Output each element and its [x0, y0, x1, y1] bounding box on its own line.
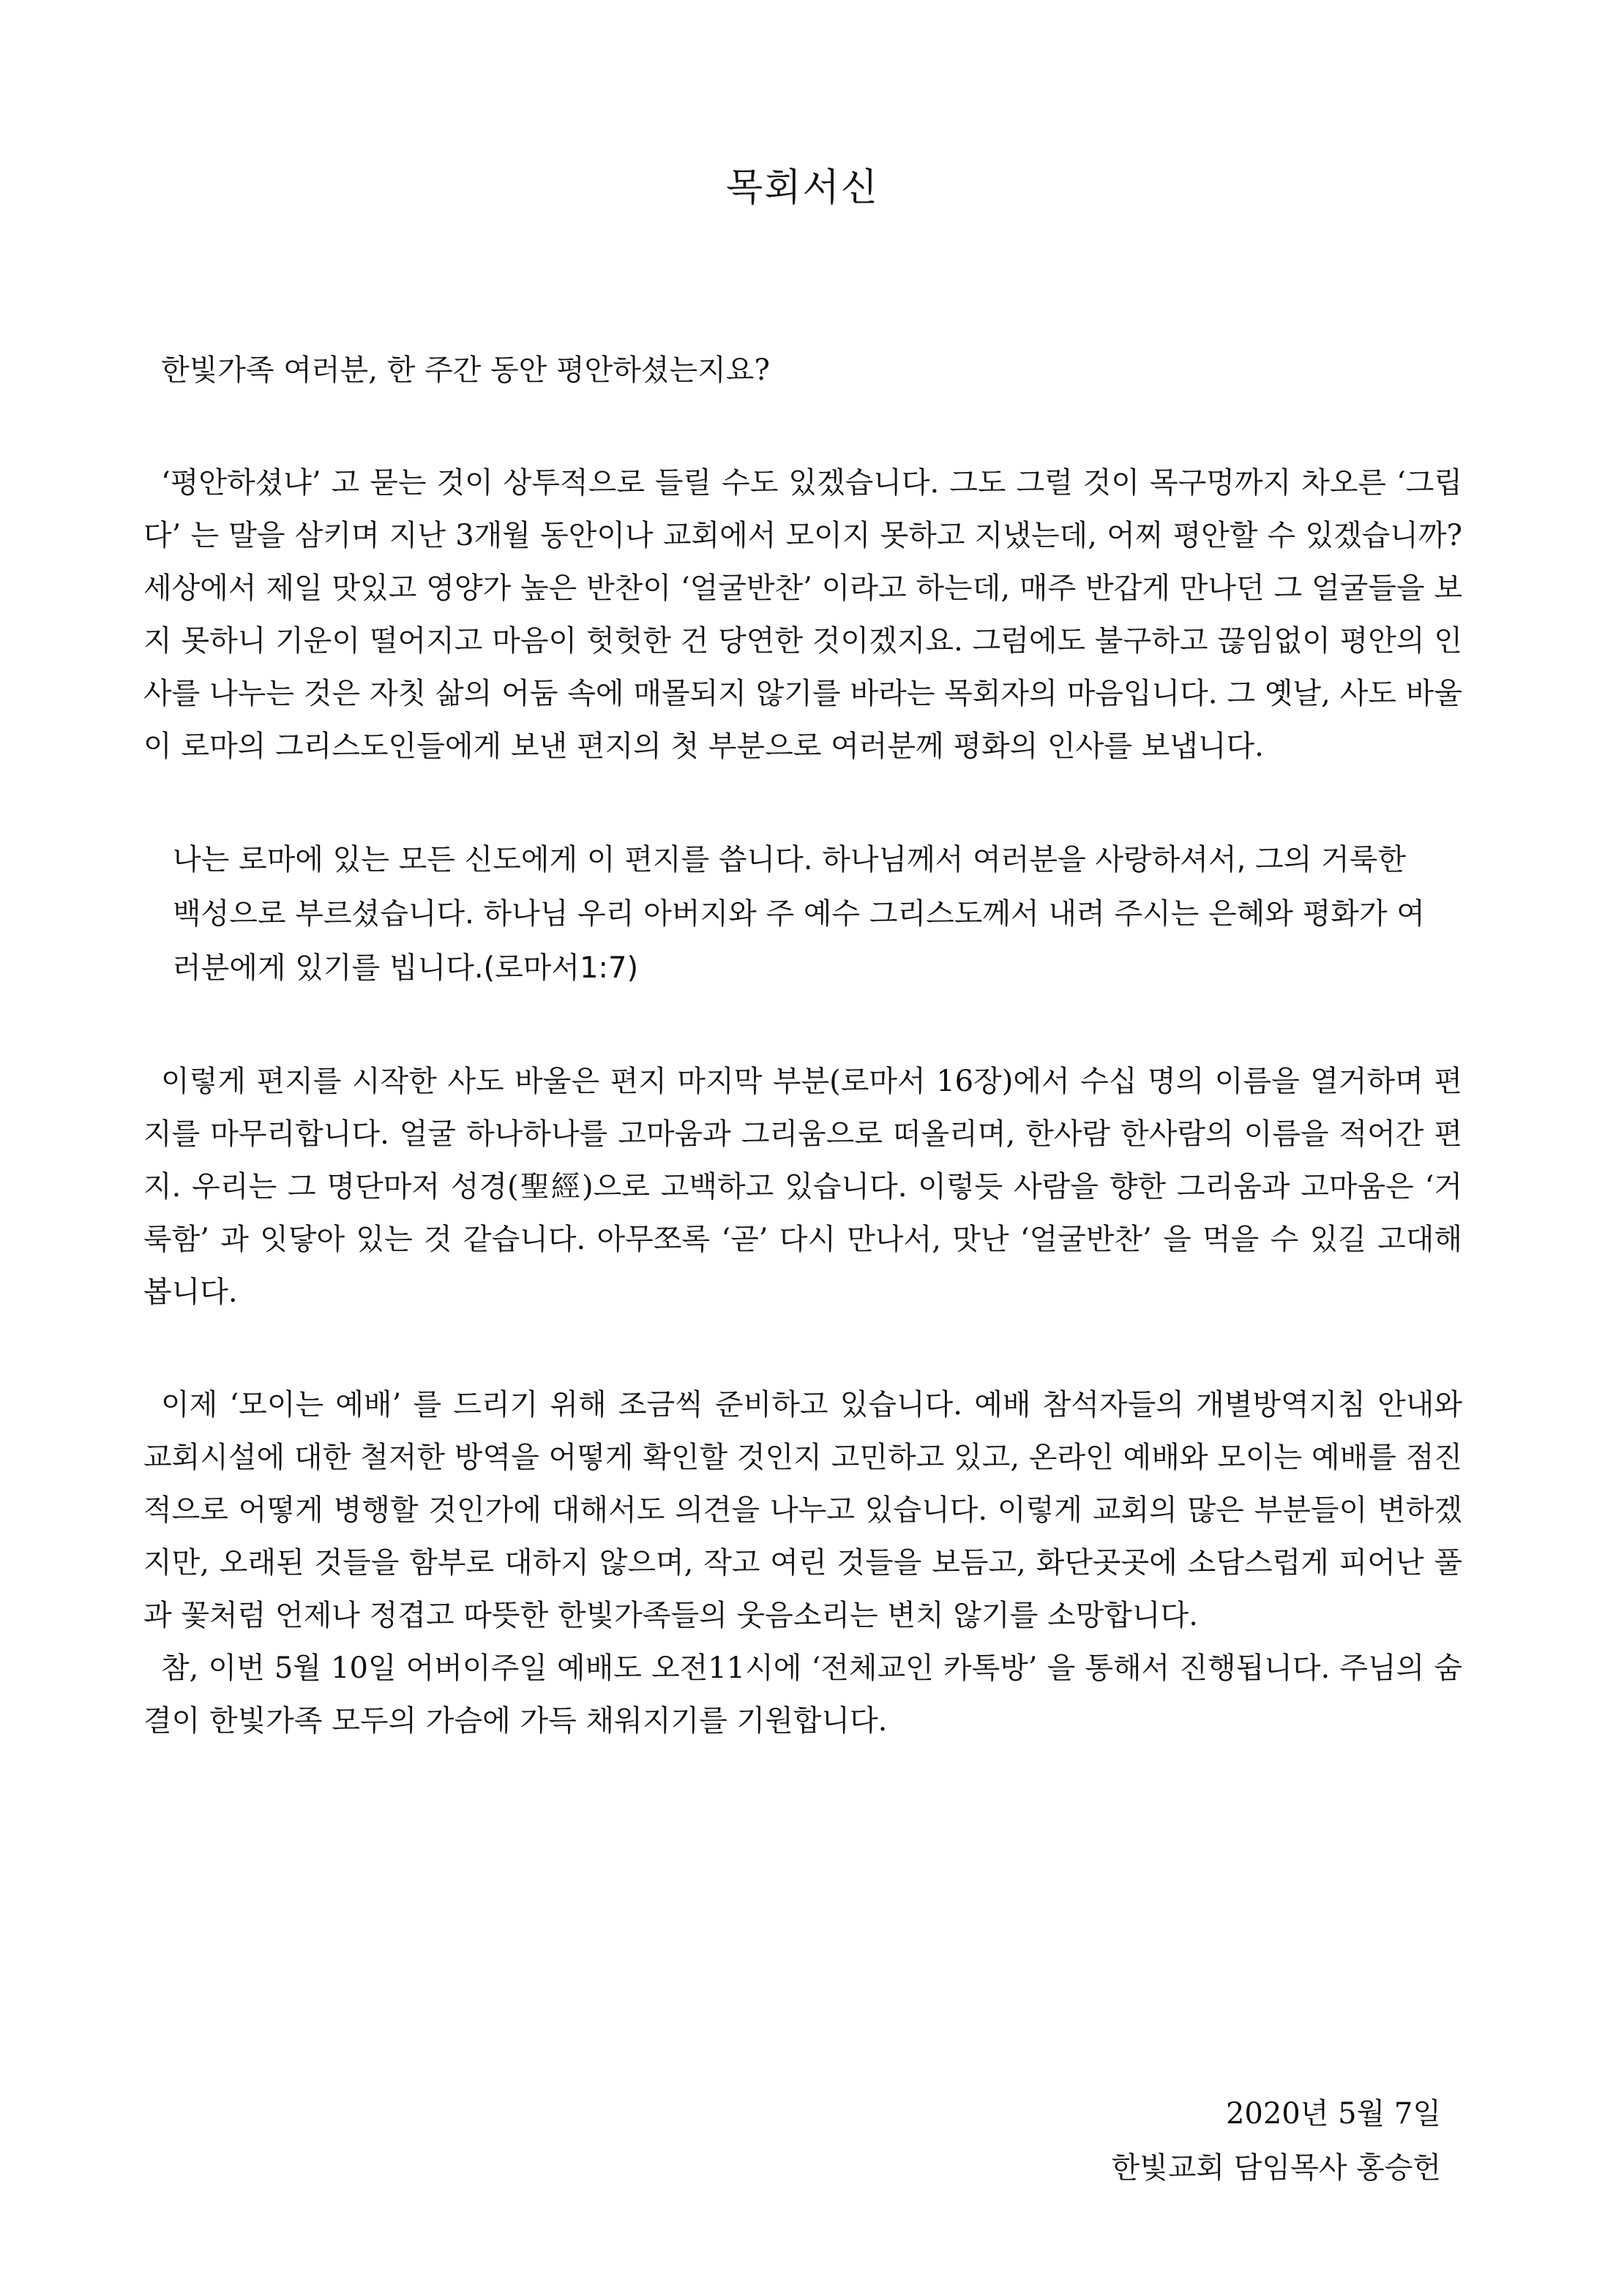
body-paragraph-4: 참, 이번 5월 10일 어버이주일 예배도 오전11시에 ‘전체교인 카톡방’ 을 통해서 진행됩니다. 주님의 숨결이 한빛가족 모두의 가슴에 가득 채워지기를 기원합니다.: [143, 1651, 1462, 1738]
body-paragraph-1: ‘평안하셨냐’ 고 묻는 것이 상투적으로 들릴 수도 있겠습니다. 그도 그럴 것이 목구멍까지 차오른 ‘그립다’ 는 말을 삼키며 지난 3개월 동안이나 교회에서 모이지 못하고 지냈는데, 어찌 평안할 수 있겠습니까? 세상에서 제일 맛있고 영양가 높은 반찬이 ‘얼굴반찬’ 이라고 하는데, 매주 반갑게 만나던 그 얼굴들을 보지 못하니 기운이 떨어지고 마음이 헛헛한 건 당연한 것이겠지요. 그럼에도 불구하고 끊임없이 평안의 인사를 나누는 것은 자칫 삶의 어둠 속에 매몰되지 않기를 바라는 목회자의 마음입니다. 그 옛날, 사도 바울이 로마의 그리스도인들에게 보낸 편지의 첫 부분으로 여러분께 평화의 인사를 보냅니다.: [143, 466, 1462, 763]
scripture-quote: 나는 로마에 있는 모든 신도에게 이 편지를 씁니다. 하나님께서 여러분을 사랑하셔서, 그의 거룩한 백성으로 부르셨습니다. 하나님 우리 아버지와 주 예수 그리스도께서 내려 주시는 은혜와 평화가 여러분에게 있기를 빕니다.(로마서1:7): [173, 843, 1425, 985]
spacer: [143, 397, 1462, 457]
page-title: 목회서신: [726, 166, 879, 210]
letter-date: 2020년 5월 7일: [1225, 2097, 1441, 2131]
author-signature: 한빛교회 담임목사 홍승헌: [1111, 2151, 1441, 2185]
spacer: [143, 773, 1462, 833]
body-paragraph-3: 이제 ‘모이는 예배’ 를 드리기 위해 조금씩 준비하고 있습니다. 예배 참석자들의 개별방역지침 안내와 교회시설에 대한 철저한 방역을 어떻게 확인할 것인지 고민하고 있고, 온라인 예배와 모이는 예배를 점진적으로 어떻게 병행할 것인가에 대해서도 의견을 나누고 있습니다. 이렇게 교회의 많은 부분들이 변하겠지만, 오래된 것들을 함부로 대하지 않으며, 작고 여린 것들을 보듬고, 화단곳곳에 소담스럽게 피어난 풀과 꽃처럼 언제나 정겹고 따뜻한 한빛가족들의 웃음소리는 변치 않기를 소망합니다.: [143, 1388, 1462, 1632]
spacer: [143, 995, 1462, 1055]
letter-body: [143, 344, 1462, 1747]
body-paragraph-2: 이렇게 편지를 시작한 사도 바울은 편지 마지막 부분(로마서 16장)에서 수십 명의 이름을 열거하며 편지를 마무리합니다. 얼굴 하나하나를 고마움과 그리움으로 떠올리며, 한사람 한사람의 이름을 적어간 편지. 우리는 그 명단마저 성경(聖經)으로 고백하고 있습니다. 이렇듯 사람을 향한 그리움과 고마움은 ‘거룩함’ 과 잇닿아 있는 것 같습니다. 아무쪼록 ‘곧’ 다시 만나서, 맛난 ‘얼굴반찬’ 을 먹을 수 있길 고대해 봅니다.: [143, 1065, 1462, 1309]
greeting-paragraph: 한빛가족 여러분, 한 주간 동안 평안하셨는지요?: [161, 353, 770, 387]
signature-block: [1112, 2087, 1441, 2195]
spacer: [143, 1318, 1462, 1378]
